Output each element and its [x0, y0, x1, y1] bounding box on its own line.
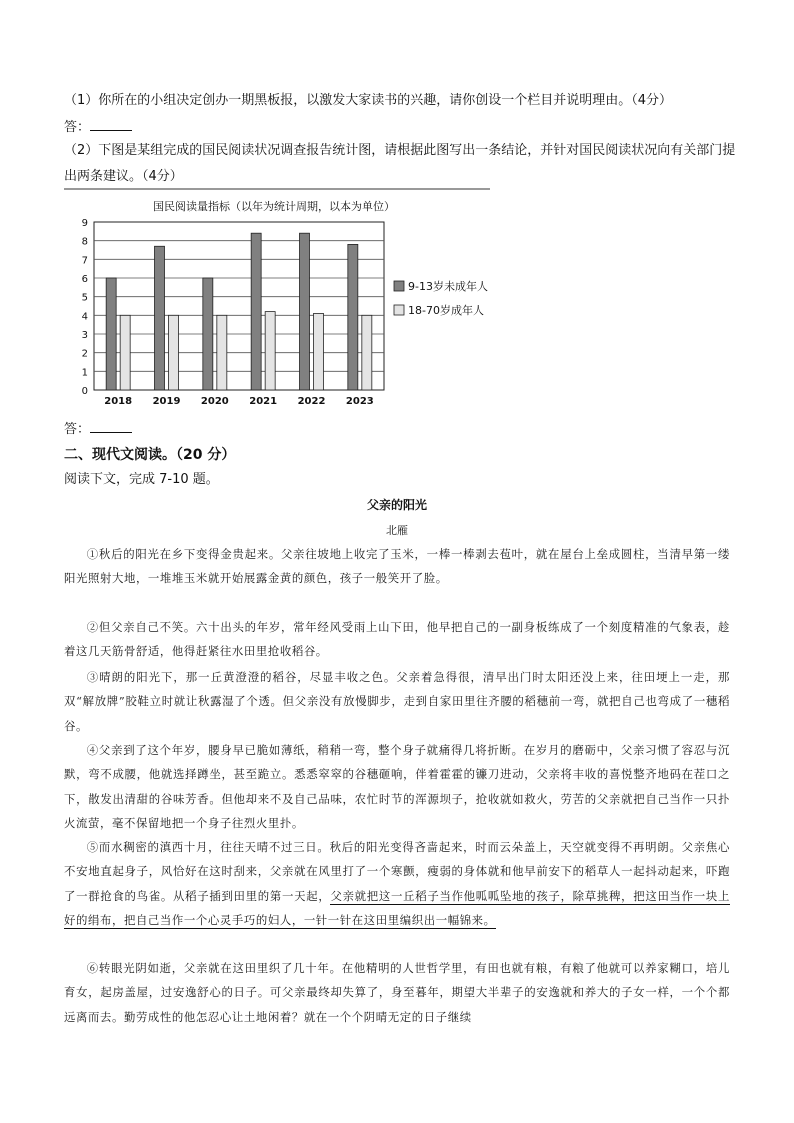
bar-minor-2021: [251, 233, 261, 390]
bar-adult-2018: [120, 315, 130, 390]
paragraph-6: ⑥转眼光阴如逝，父亲就在这田里织了几十年。在他精明的人世哲学里，有田也就有粮，有粮了他就可以养家糊口，培儿育女，起房盖屋，过安逸舒心的日子。可父亲最终却失算了，身至暮年，期望大半辈子的安逸就和养大的子女一样，一个个都远离而去。勤劳成性的他怎忍心让土地闲着？就在一个个阴晴无定的日子继续: [64, 961, 730, 1024]
plot-frame: [94, 222, 384, 390]
paragraph-5-text: ⑤而水稠密的滇西十月，往往天晴不过三日。秋后的阳光变得吝啬起来，时而云朵盖上，天空就变得不再明朗。父亲焦心不安地直起身子，风恰好在这时刮来，父亲就在风里打了一个寒颤，瘦弱的身体就和他早前安下的稻草人一起抖动起来，吓跑了一群抢食的鸟雀。从稻子插到田里的第一天起，: [64, 840, 730, 903]
article-title: 父亲的阳光: [366, 498, 427, 512]
y-axis-ticks: [82, 218, 88, 397]
y-tick-label: 8: [81, 236, 88, 248]
bar-minor-2018: [106, 278, 116, 390]
section-heading: 二、现代文阅读。（20 分）: [64, 447, 236, 463]
answer-label: 答：: [64, 120, 91, 135]
y-tick-label: 0: [81, 386, 88, 397]
legend-label: 18-70岁成年人: [408, 304, 484, 317]
paragraph-3: ③晴朗的阳光下，那一丘黄澄澄的稻谷，尽显丰收之色。父亲着急得很，清早出门时太阳还没上来，往田埂上一走，那双“解放牌”胶鞋立时就让秋露湿了个透。但父亲没有放慢脚步，走到自家田里往齐腰的稻穗前一弯，就把自己也弯成了一穗稻谷。: [64, 670, 730, 733]
answer-blank: [90, 420, 132, 433]
y-tick-label: 9: [81, 218, 88, 229]
underlined-sentence: 父亲就把这一丘稻子当作他呱呱坠地的孩子，除草挑稗，把这田当作一块上好的绢布，把自己当作一个心灵手巧的妇人，一针一针在这田里编织出一幅锦来。: [64, 888, 730, 928]
y-tick-label: 4: [81, 311, 88, 323]
answer-line-2: [64, 420, 132, 439]
bar-adult-2021: [265, 312, 275, 390]
bar-minor-2023: [348, 244, 358, 390]
x-tick-label: 2018: [104, 396, 133, 407]
paragraph-1: ①秋后的阳光在乡下变得金贵起来。父亲往坡地上收完了玉米，一棒一棒剥去苞叶，就在屋台上垒成圆柱，当清早第一缕阳光照射大地，一堆堆玉米就开始展露金黄的颜色，孩子一般笑开了脸。: [64, 547, 730, 586]
question-1: （1）你所在的小组决定创办一期黑板报，以激发大家读书的兴趣，请你创设一个栏目并说明理由。（4分）: [64, 93, 673, 108]
article-author: 北雁: [386, 524, 408, 537]
chart-title: 国民阅读量指标（以年为统计周期，以本为单位）: [153, 200, 395, 213]
x-axis-ticks: [104, 396, 374, 407]
x-tick-label: 2020: [200, 396, 229, 407]
y-tick-label: 1: [81, 367, 88, 379]
answer-blank: [90, 118, 132, 131]
x-tick-label: 2023: [345, 396, 374, 407]
legend-label: 9-13岁未成年人: [408, 280, 488, 293]
chart-bars: [106, 233, 372, 390]
chart-legend: [394, 279, 488, 317]
bar-adult-2020: [217, 315, 227, 390]
answer-label: 答：: [64, 422, 91, 437]
bar-adult-2019: [169, 315, 179, 390]
paragraph-4: ④父亲到了这个年岁，腰身早已脆如薄纸，稍稍一弯，整个身子就痛得几将折断。在岁月的磨砺中，父亲习惯了容忍与沉默，弯不成腰，他就选择蹲坐，甚至跪立。悉悉窣窣的谷穗砸响，伴着霍霍的镰刀进动，父亲将丰收的喜悦整齐地码在茬口之下，散发出清甜的谷味芳香。但他却来不及自己品味，农忙时节的浑源坝子，抢收就如救火，劳苦的父亲就把自己当作一只扑火流萤，毫不保留地把一个身子往烈火里扑。: [64, 743, 730, 831]
question-2: （2）下图是某组完成的国民阅读状况调查报告统计图，请根据此图写出一条结论，并针对国民阅读状况向有关部门提出两条建议。（4分）: [64, 143, 736, 184]
x-tick-label: 2019: [152, 396, 181, 407]
y-tick-label: 2: [81, 348, 88, 360]
bar-adult-2022: [314, 313, 324, 390]
paragraph-2: ②但父亲自己不笑。六十出头的年岁，常年经风受雨上山下田，他早把自己的一副身板练成了一个刻度精准的气象表，趁着这几天筋骨舒适，他得赶紧往水田里抢收稻谷。: [64, 620, 730, 659]
legend-swatch: [394, 305, 404, 315]
answer-line-1: [64, 118, 132, 137]
y-tick-label: 5: [81, 292, 88, 304]
y-tick-label: 7: [81, 255, 88, 267]
y-tick-label: 6: [81, 274, 88, 285]
bar-adult-2023: [362, 315, 372, 390]
bar-minor-2020: [203, 278, 213, 390]
legend-swatch: [394, 281, 404, 291]
x-tick-label: 2021: [249, 396, 278, 407]
bar-minor-2022: [300, 233, 310, 390]
reading-chart: [64, 188, 494, 412]
x-tick-label: 2022: [297, 396, 326, 407]
paragraph-5: [64, 835, 730, 933]
y-tick-label: 3: [81, 330, 88, 341]
chart-grid: [94, 222, 384, 390]
bar-minor-2019: [155, 246, 165, 390]
section-intro: 阅读下文，完成 7-10 题。: [64, 472, 219, 487]
